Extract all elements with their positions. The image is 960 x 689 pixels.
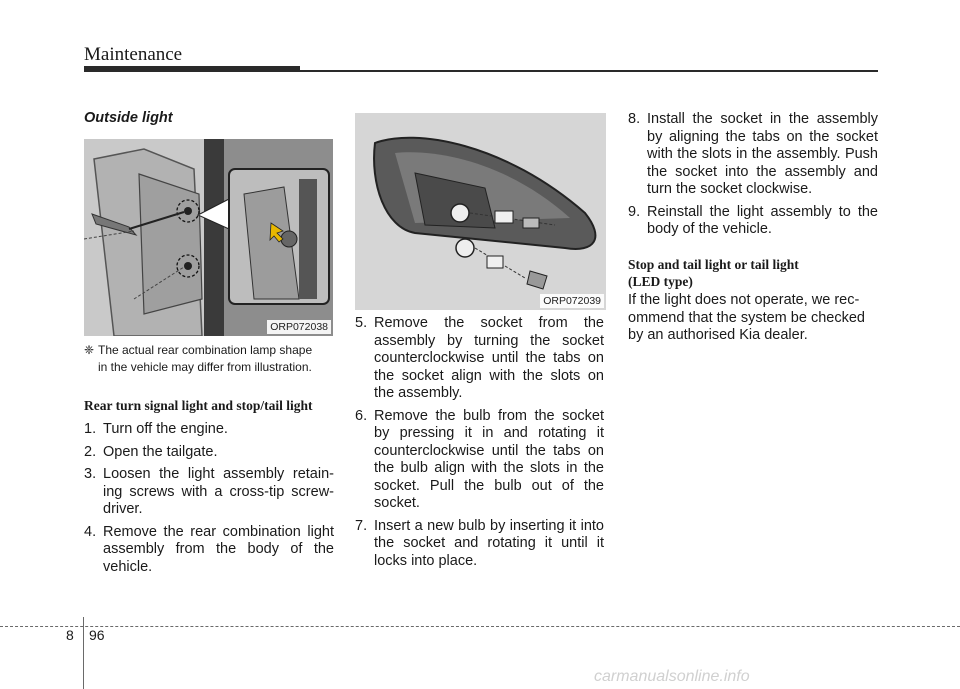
figure-code: ORP072039 [540, 294, 604, 308]
step-item: 5. Remove the socket from the assembly by turning the socket counterclockwise until the tabs on the socket align with the slots on the assembly. [355, 315, 604, 401]
step-item: 7. Insert a new bulb by inserting it into the socket and rotating it until it locks into place. [355, 517, 604, 569]
section-title: Outside light [84, 110, 173, 126]
figure-note [84, 342, 334, 376]
step-item: 8. Install the socket in the assembly by aligning the tabs on the socket with the slots in the assembly. Push the socket into the assembly and turn the socket clockwise. [628, 111, 878, 197]
figure-socket-bulb [355, 113, 606, 310]
tail-lamp-socket-bulb-illustration [355, 113, 606, 310]
step-item: 9. Reinstall the light assembly to the body of the vehicle. [628, 203, 878, 237]
page-number: 96 [89, 627, 105, 643]
step-item: 2. Open the tailgate. [84, 443, 218, 460]
note-line-1: The actual rear combination lamp shape [98, 343, 313, 357]
figure-code: ORP072038 [267, 320, 331, 334]
subsection-heading-rear-turn: Rear turn signal light and stop/tail light [84, 398, 313, 413]
steps-list-col2 [355, 315, 604, 575]
step-item: 1. Turn off the engine. [84, 421, 228, 437]
footer-divider [83, 617, 84, 689]
subsection-heading-stop-tail: Stop and tail light or tail light (LED type) [628, 257, 799, 289]
note-symbol: ❈ [84, 343, 95, 357]
header-title: Maintenance [84, 44, 183, 65]
footer-rule [0, 626, 960, 627]
header-rule-thick [84, 66, 300, 72]
steps-list-col1 [84, 421, 334, 581]
step-item: 6. Remove the bulb from the socket by pressing it in and rotating it counterclockwise until the tabs on the bulb align with the slots in the socket. Pull the bulb out of the socket. [355, 407, 604, 511]
steps-list-col3 [628, 111, 878, 244]
header-rule-thin [300, 70, 878, 72]
page-chapter: 8 [66, 627, 74, 643]
figure-tail-lamp-removal [84, 139, 333, 336]
step-item: 4. Remove the rear combination light assembly from the body of the vehicle. [84, 523, 334, 575]
watermark: carmanualsonline.info [594, 668, 750, 685]
step-item: 3. Loosen the light assembly retain-ing screws with a cross-tip screw-driver. [84, 466, 334, 517]
note-line-2: in the vehicle may differ from illustration. [98, 360, 312, 374]
tail-lamp-screw-removal-illustration [84, 139, 333, 336]
stop-tail-body: If the light does not operate, we rec-ommend that the system be checked by an authorised Kia dealer. [628, 292, 865, 343]
